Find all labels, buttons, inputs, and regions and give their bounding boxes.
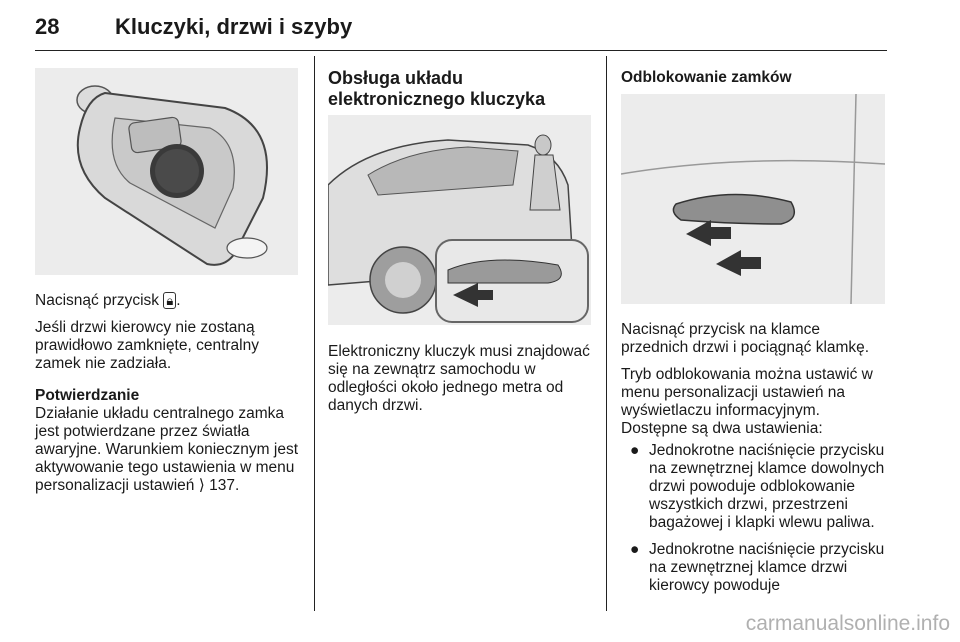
watermark: carmanualsonline.info	[745, 612, 950, 635]
unlock-mode-text: Tryb odblokowania można ustawić w menu personalizacji ustawień na wyświetlaczu informacyjnym.	[621, 366, 873, 419]
page-title: Kluczyki, drzwi i szyby	[115, 14, 353, 39]
confirm-heading: Potwierdzanie	[35, 387, 140, 404]
car-keyless-illustration	[328, 115, 591, 325]
column-2-text	[328, 343, 598, 424]
bullet-icon: ●	[630, 442, 640, 459]
confirm-paragraph	[35, 405, 300, 495]
column-divider-1	[314, 56, 315, 611]
electronic-key-heading: Obsługa układu elektronicznego kluczyka	[328, 68, 546, 109]
page-ref-arrow-icon: ⟩	[198, 477, 205, 494]
press-button-instruction	[35, 292, 300, 310]
press-button-text: Nacisnąć przycisk	[35, 292, 160, 309]
settings-intro: Dostępne są dwa ustawienia:	[621, 420, 823, 437]
page-number: 28	[35, 14, 60, 39]
column-divider-2	[606, 56, 607, 611]
column-3-text	[621, 321, 887, 604]
key-fob-illustration	[35, 68, 298, 275]
settings-list	[621, 442, 887, 595]
lock-icon: 🔒︎	[163, 292, 176, 309]
confirm-page-ref: 137.	[209, 477, 240, 494]
header-divider	[35, 50, 887, 51]
unlock-instruction: Nacisnąć przycisk na klamce przednich drzwi i pociągnąć klamkę.	[621, 321, 870, 356]
driver-door-warning: Jeśli drzwi kierowcy nie zostaną prawidłowo zamknięte, centralny zamek nie zadziała.	[35, 319, 259, 372]
bullet-icon: ●	[630, 541, 640, 558]
unlocking-heading: Odblokowanie zamków	[621, 69, 792, 86]
press-button-end: .	[176, 292, 181, 309]
door-handle-illustration	[621, 94, 885, 304]
electronic-key-paragraph: Elektroniczny kluczyk musi znajdować się na zewnątrz samochodu w odległości około jednego metra od danych drzwi.	[328, 343, 590, 414]
column-1-text	[35, 292, 300, 504]
list-item: ● Jednokrotne naciśnięcie przycisku na zewnętrznej klamce dowolnych drzwi powoduje odblokowanie wszystkich drzwi, przestrzeni bagażowej i klapki wlewu paliwa.	[630, 442, 885, 531]
list-item: ● Jednokrotne naciśnięcie przycisku na zewnętrznej klamce drzwi kierowcy powoduje	[630, 541, 885, 594]
confirm-text: Działanie układu centralnego zamka jest potwierdzane przez światła awaryjne. Warunkiem koniecznym jest aktywowanie tego ustawienia w menu personalizacji ustawień	[35, 405, 299, 494]
